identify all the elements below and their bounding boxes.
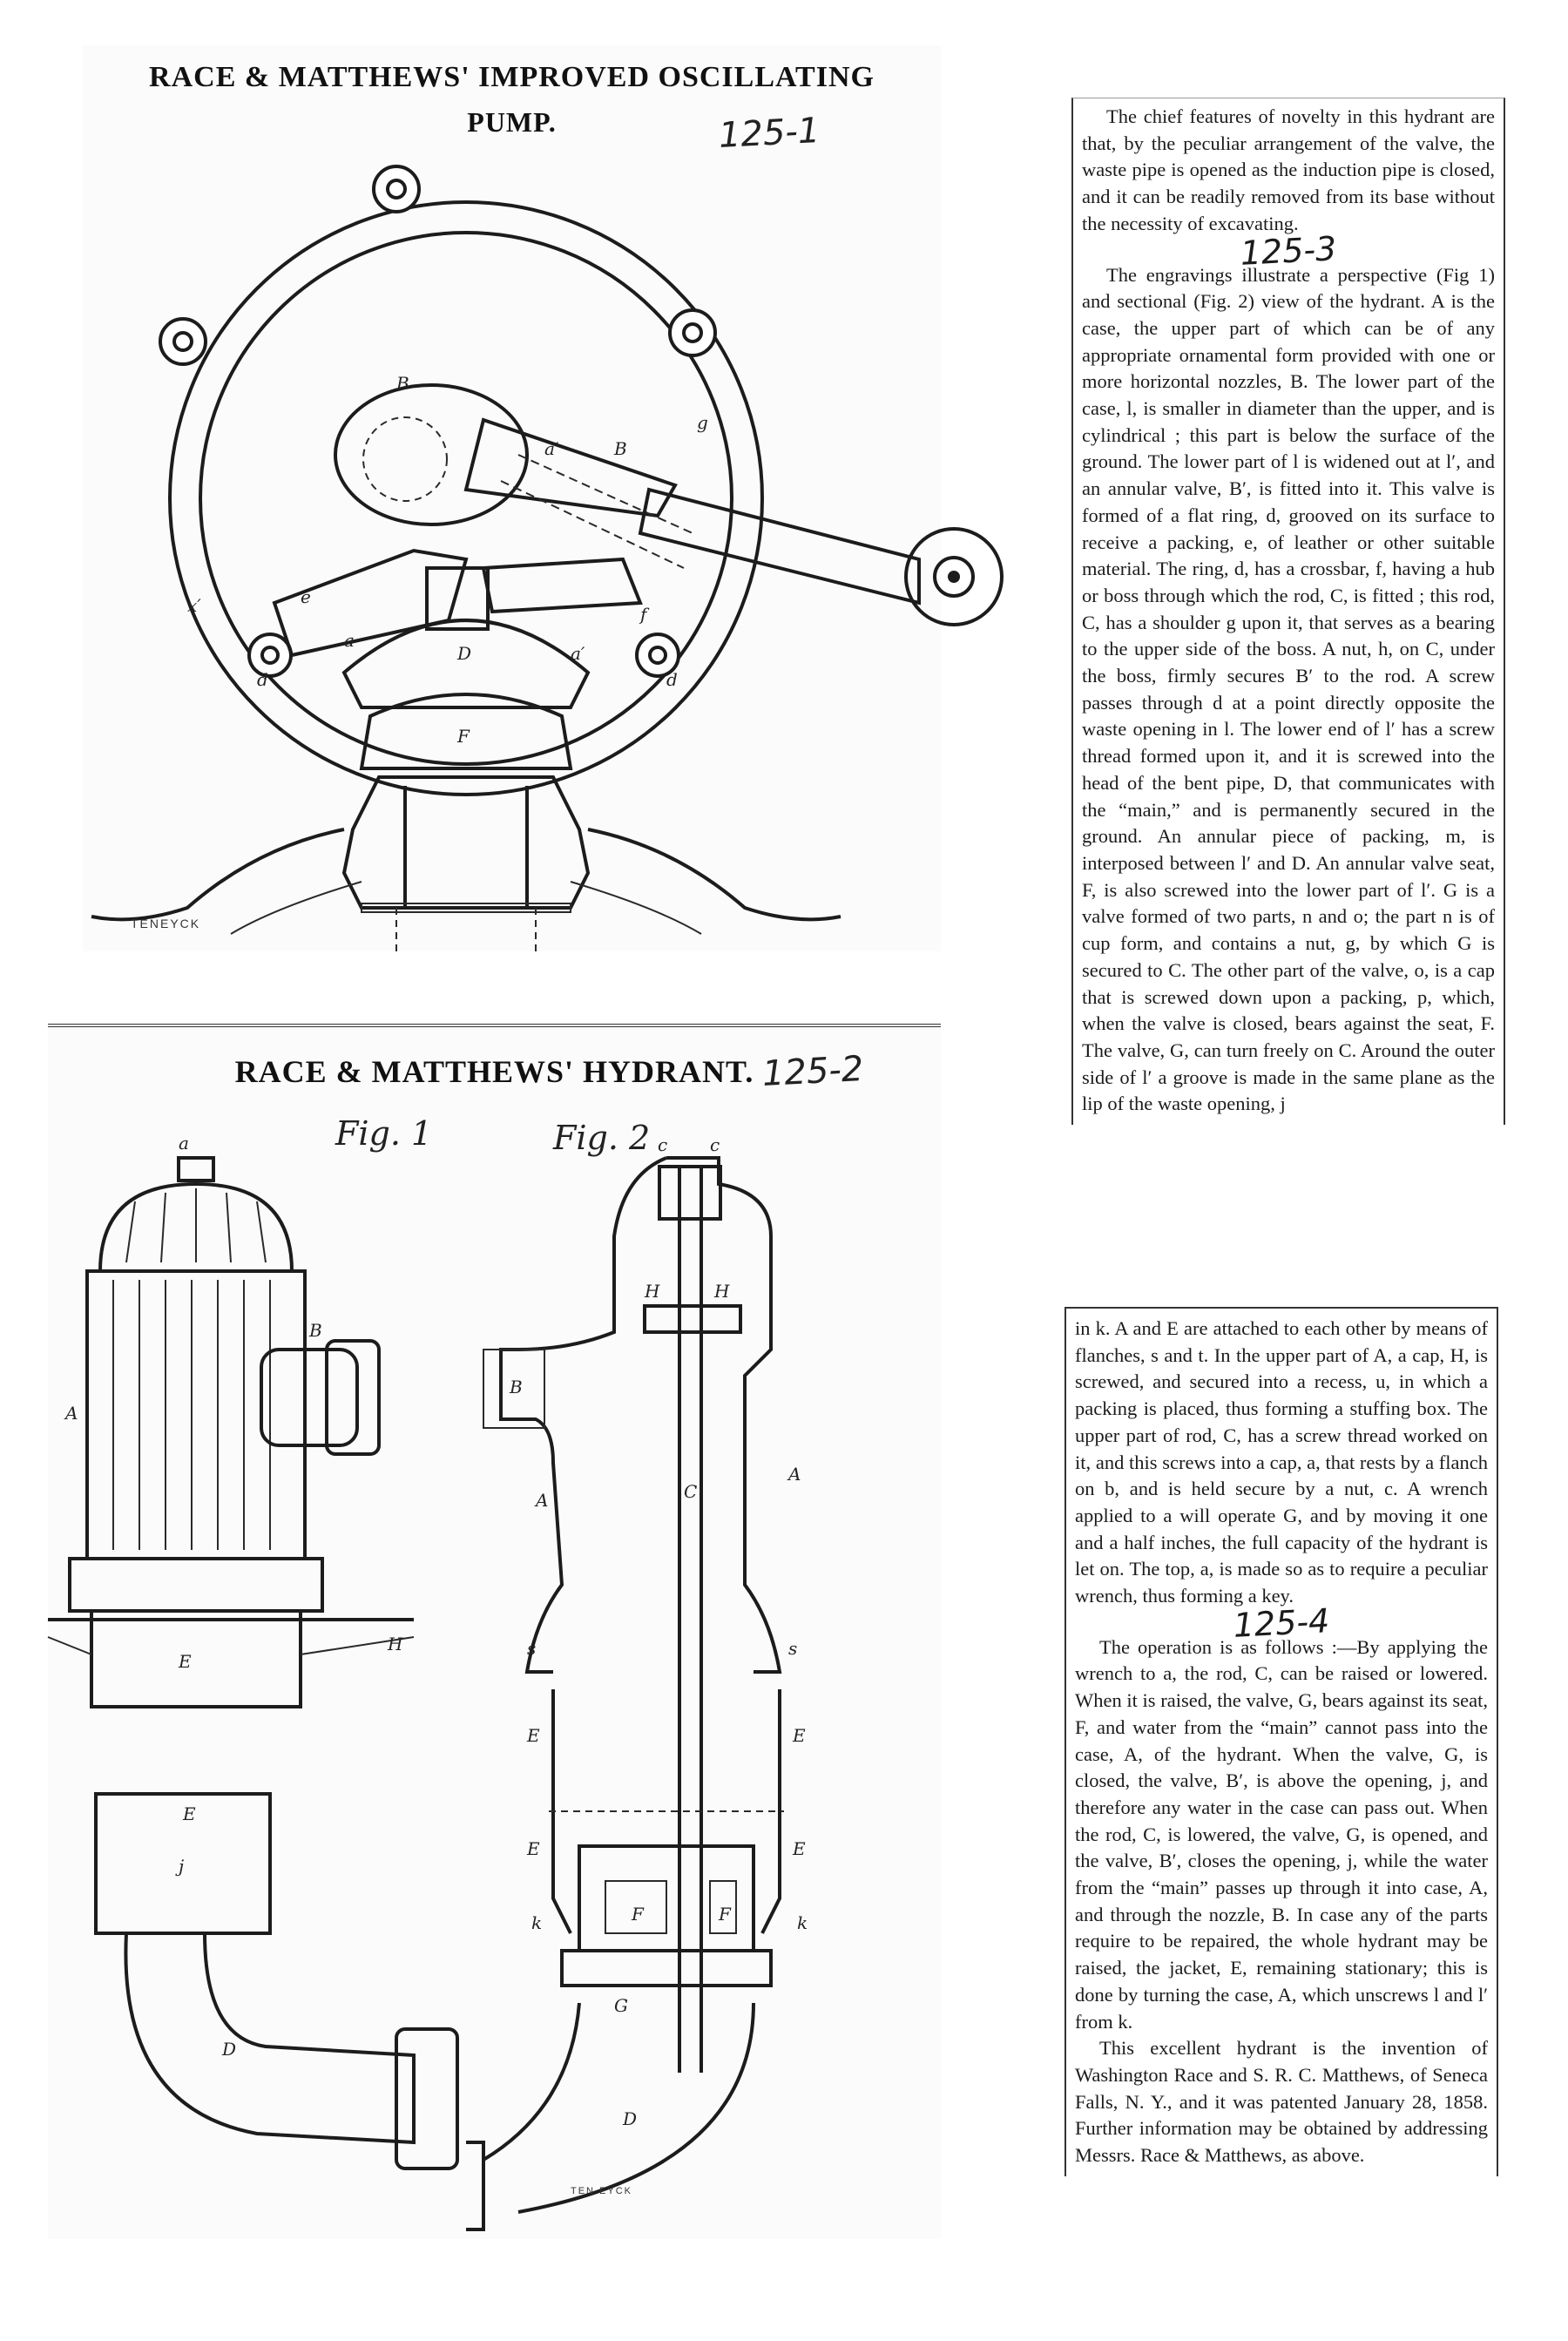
svg-text:d: d [257, 669, 268, 690]
svg-text:H: H [645, 1281, 660, 1302]
svg-text:A: A [536, 1490, 549, 1511]
column1-paragraph-2: The engravings illustrate a perspective (Fig 1) and sectional (Fig. 2) view of the hydrant. A is the case, the upper part of which can be of any appropriate ornamental form provided with one or more horizontal nozzles, B. The lower part of the case, l, is smaller in diameter than the upper, and is cylindrical ; this part is below the surface of the ground. The lower part of l is widened out at l′, and an annular valve, B′, is fitted into it. This valve is formed of a flat ring, d, grooved on its surface to receive a packing, e, of leather or other suitable material. The ring, d, has a crossbar, f, having a hub or boss through which the rod, C, is fitted ; this rod, C, has a shoulder g upon it, that serves as a bearing to the upper side of the boss. A nut, h, on C, under the boss, firmly secures B′ to the rod. A screw passes through d at a point directly opposite the waste opening in l. The lower end of l′ has a screw thread formed upon it, and it is screwed into the head of the bent pipe, D, that communicates with the “main,” and is permanently secured in the ground. An annular piece of packing, m, is interposed between l′ and D. An annular valve seat, F, is also screwed into the lower part of l′. G is a valve formed of two parts, n and o; the part n is of cup form, and contains a nut, g, by which G is secured to C. The other part of the valve, o, is a cap that is screwed down upon a packing, p, which, when the valve is closed, bears against the seat, F. The valve, G, can turn freely on C. Around the outer side of l′ a groove is made in the same plane as the lip of the waste opening, j [1082, 263, 1495, 1115]
svg-text:s: s [788, 1638, 798, 1659]
column1-handwritten-ref: 125-3 [1239, 228, 1338, 273]
hydrant-fig2-section [466, 1132, 919, 2238]
svg-text:E: E [183, 1803, 196, 1824]
svg-text:s: s [527, 1638, 537, 1659]
article-column-2 [1064, 1307, 1498, 2176]
svg-text:F: F [632, 1904, 644, 1925]
svg-text:B: B [510, 1377, 523, 1397]
article-column-1 [1071, 98, 1505, 1125]
pump-title-line2: PUMP. [467, 106, 557, 138]
svg-text:A: A [788, 1464, 801, 1485]
svg-text:E: E [527, 1838, 540, 1859]
svg-text:G: G [614, 1995, 628, 2016]
svg-text:x′: x′ [187, 595, 201, 616]
pump-engraver-signature: TENEYCK [131, 917, 201, 930]
svg-text:f: f [640, 604, 647, 625]
svg-text:A: A [65, 1403, 78, 1424]
svg-text:c: c [710, 1134, 720, 1155]
svg-text:k: k [797, 1912, 808, 1933]
column2-paragraph-1: in k. A and E are attached to each other by means of flanches, s and t. In the upper part of A, a cap, H, is screwed, and secured into a recess, u, in which a packing is placed, thus forming a stuffing box. The upper part of rod, C, has a screw thread worked on it, and this screws into a cap, a, that rests by a flanch on b, and is held secure by a nut, c. A wrench applied to a will operate G, and by moving it one and a half inches, the full capacity of the hydrant is let on. The top, a, is made so as to require a peculiar wrench, thus forming a key. [1075, 1317, 1488, 1607]
svg-text:a′: a′ [544, 438, 559, 459]
svg-text:g: g [697, 412, 708, 433]
pump-title-line1: RACE & MATTHEWS' IMPROVED OSCILLATING [149, 61, 875, 93]
column1-paragraph-1: The chief features of novelty in this hydrant are that, by the peculiar arrangement of the valve, the waste pipe is opened as the induction pipe is closed, and it can be readily removed from its base without the necessity of excavating. [1082, 105, 1495, 234]
column2-paragraph-3: This excellent hydrant is the invention of Washington Race and S. R. C. Matthews, of Seneca Falls, N. Y., and it was patented January 28, 1858. Further information may be obtained by addressing Messrs. Race & Matthews, as above. [1075, 2037, 1488, 2167]
fig2-label: Fig. 2 [553, 1119, 651, 1157]
svg-text:H: H [388, 1634, 403, 1654]
svg-text:H: H [714, 1281, 730, 1302]
svg-text:B: B [614, 438, 627, 459]
hydrant-fig1-perspective [48, 1132, 466, 2229]
svg-text:a′: a′ [571, 643, 585, 664]
hydrant-handwritten-ref: 125-2 [760, 1048, 865, 1095]
svg-text:E: E [527, 1725, 540, 1746]
column2-handwritten-ref: 125-4 [1232, 1600, 1331, 1645]
svg-text:E: E [793, 1838, 806, 1859]
svg-text:F: F [719, 1904, 731, 1925]
svg-text:k: k [531, 1912, 543, 1933]
svg-text:d: d [666, 669, 678, 690]
svg-text:B: B [396, 373, 409, 394]
svg-text:a: a [344, 630, 355, 651]
hydrant-engraver-signature: TEN EYCK [571, 2186, 633, 2196]
pump-clipping [83, 45, 941, 951]
svg-text:D: D [623, 2108, 638, 2129]
svg-text:a: a [179, 1133, 189, 1154]
svg-text:D: D [457, 643, 472, 664]
svg-text:C: C [684, 1481, 698, 1502]
svg-text:c: c [658, 1134, 668, 1155]
svg-text:e: e [301, 586, 311, 607]
column2-paragraph-2: The operation is as follows :—By applying the wrench to a, the rod, C, can be raised or lowered. When it is raised, the valve, G, bears against its seat, F, and water from the “main” cannot pass into the case, A, of the hydrant. When the valve, G, is closed, the valve, B′, is above the opening, j, and therefore any water in the case can pass out. When the rod, C, is lowered, the valve, G, is opened, and the valve, B′, closes the opening, j, while the water from the “main” passes up through it into case, A, and through the nozzle, B. In case any of the parts require to be repaired, the whole hydrant may be raised, the jacket, E, remaining stationary; this is done by turning the case, A, which unscrews l and l′ from k. [1075, 1635, 1488, 2033]
svg-text:j: j [179, 1856, 185, 1877]
hydrant-title: RACE & MATTHEWS' HYDRANT. [234, 1054, 754, 1089]
svg-text:F: F [457, 726, 470, 747]
hydrant-clipping [48, 1024, 941, 2239]
svg-text:E: E [793, 1725, 806, 1746]
pump-handwritten-ref: 125-1 [717, 110, 821, 157]
fig1-label: Fig. 1 [335, 1114, 433, 1153]
pump-engraving [83, 45, 941, 951]
svg-text:D: D [222, 2039, 237, 2060]
svg-text:B: B [309, 1320, 322, 1341]
svg-text:E: E [179, 1651, 192, 1672]
